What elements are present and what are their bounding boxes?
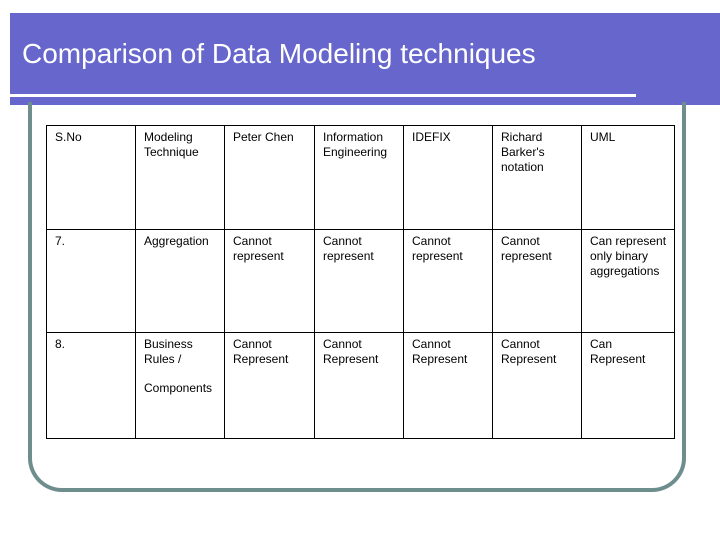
table-cell: 8.	[47, 333, 136, 439]
table-cell: S.No	[47, 126, 136, 230]
table-cell: Richard Barker's notation	[493, 126, 582, 230]
table-cell: Cannot Represent	[225, 333, 315, 439]
table-cell: Information Engineering	[315, 126, 404, 230]
cell-gap	[144, 367, 218, 381]
table-cell: Cannot Represent	[315, 333, 404, 439]
table-row	[47, 230, 675, 333]
table-row	[47, 126, 675, 230]
title-underline	[10, 94, 636, 97]
table-cell: Can represent only binary aggregations	[582, 230, 675, 333]
table-cell: Modeling Technique	[136, 126, 225, 230]
table-cell: IDEFIX	[404, 126, 493, 230]
cell-text: Business Rules /	[144, 337, 193, 366]
slide-title: Comparison of Data Modeling techniques	[22, 38, 536, 69]
title-bar-notch	[692, 13, 720, 105]
table-cell: Cannot Represent	[493, 333, 582, 439]
table-cell: Cannot represent	[225, 230, 315, 333]
table-cell: Cannot Represent	[404, 333, 493, 439]
cell-text-extra: Components	[144, 381, 213, 395]
table-cell: UML	[582, 126, 675, 230]
table-cell: 7.	[47, 230, 136, 333]
table-cell: Cannot represent	[404, 230, 493, 333]
table-cell: Aggregation	[136, 230, 225, 333]
table-cell: Cannot represent	[493, 230, 582, 333]
table-cell: Can Represent	[582, 333, 675, 439]
table-cell: Cannot represent	[315, 230, 404, 333]
table-row	[47, 333, 675, 439]
table-cell: Peter Chen	[225, 126, 315, 230]
comparison-table	[46, 125, 675, 439]
table-cell	[136, 333, 225, 439]
